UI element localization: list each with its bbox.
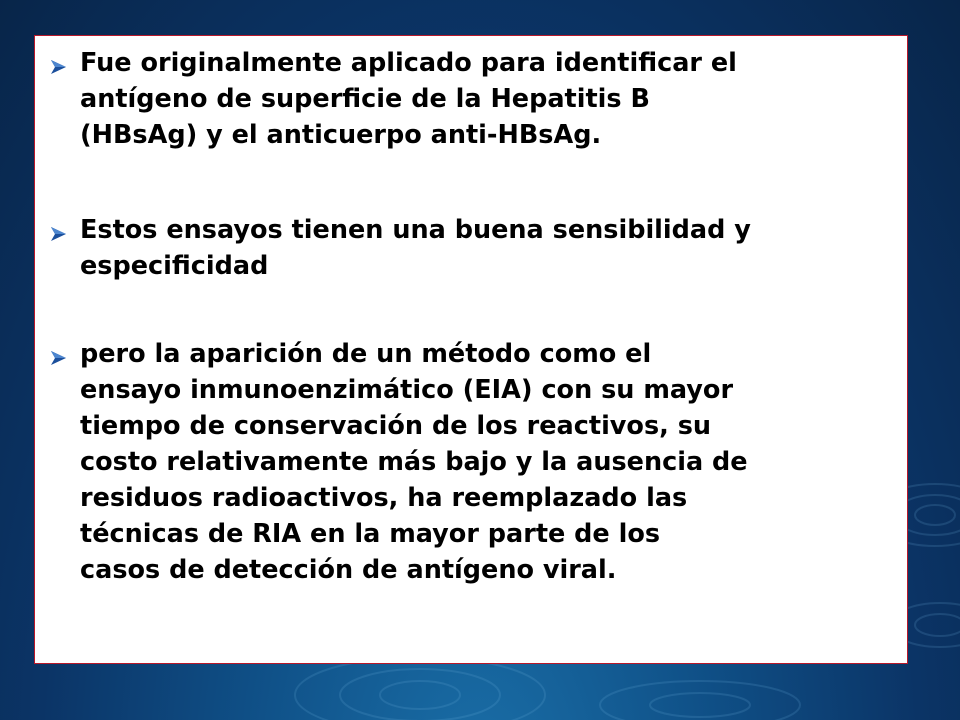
bullet-text: Fue originalmente aplicado para identificar el antígeno de superficie de la Hepatitis B (HBsAg) y el anticuerpo anti-HBsAg.	[80, 48, 737, 150]
slide-content-box	[34, 35, 908, 664]
arrowhead-bullet-icon	[49, 350, 69, 366]
bullet-text: pero la aparición de un método como el ensayo inmunoenzimático (EIA) con su mayor tiempo de conservación de los reactivos, su costo relativamente más bajo y la ausencia de residuos radioactivos, ha reemplazado las técnicas de RIA en la mayor parte de los casos de detección de antígeno viral.	[80, 339, 748, 585]
arrowhead-bullet-icon	[49, 226, 69, 242]
arrowhead-bullet-icon	[49, 59, 69, 75]
bullet-text: Estos ensayos tienen una buena sensibilidad y especificidad	[80, 215, 751, 281]
